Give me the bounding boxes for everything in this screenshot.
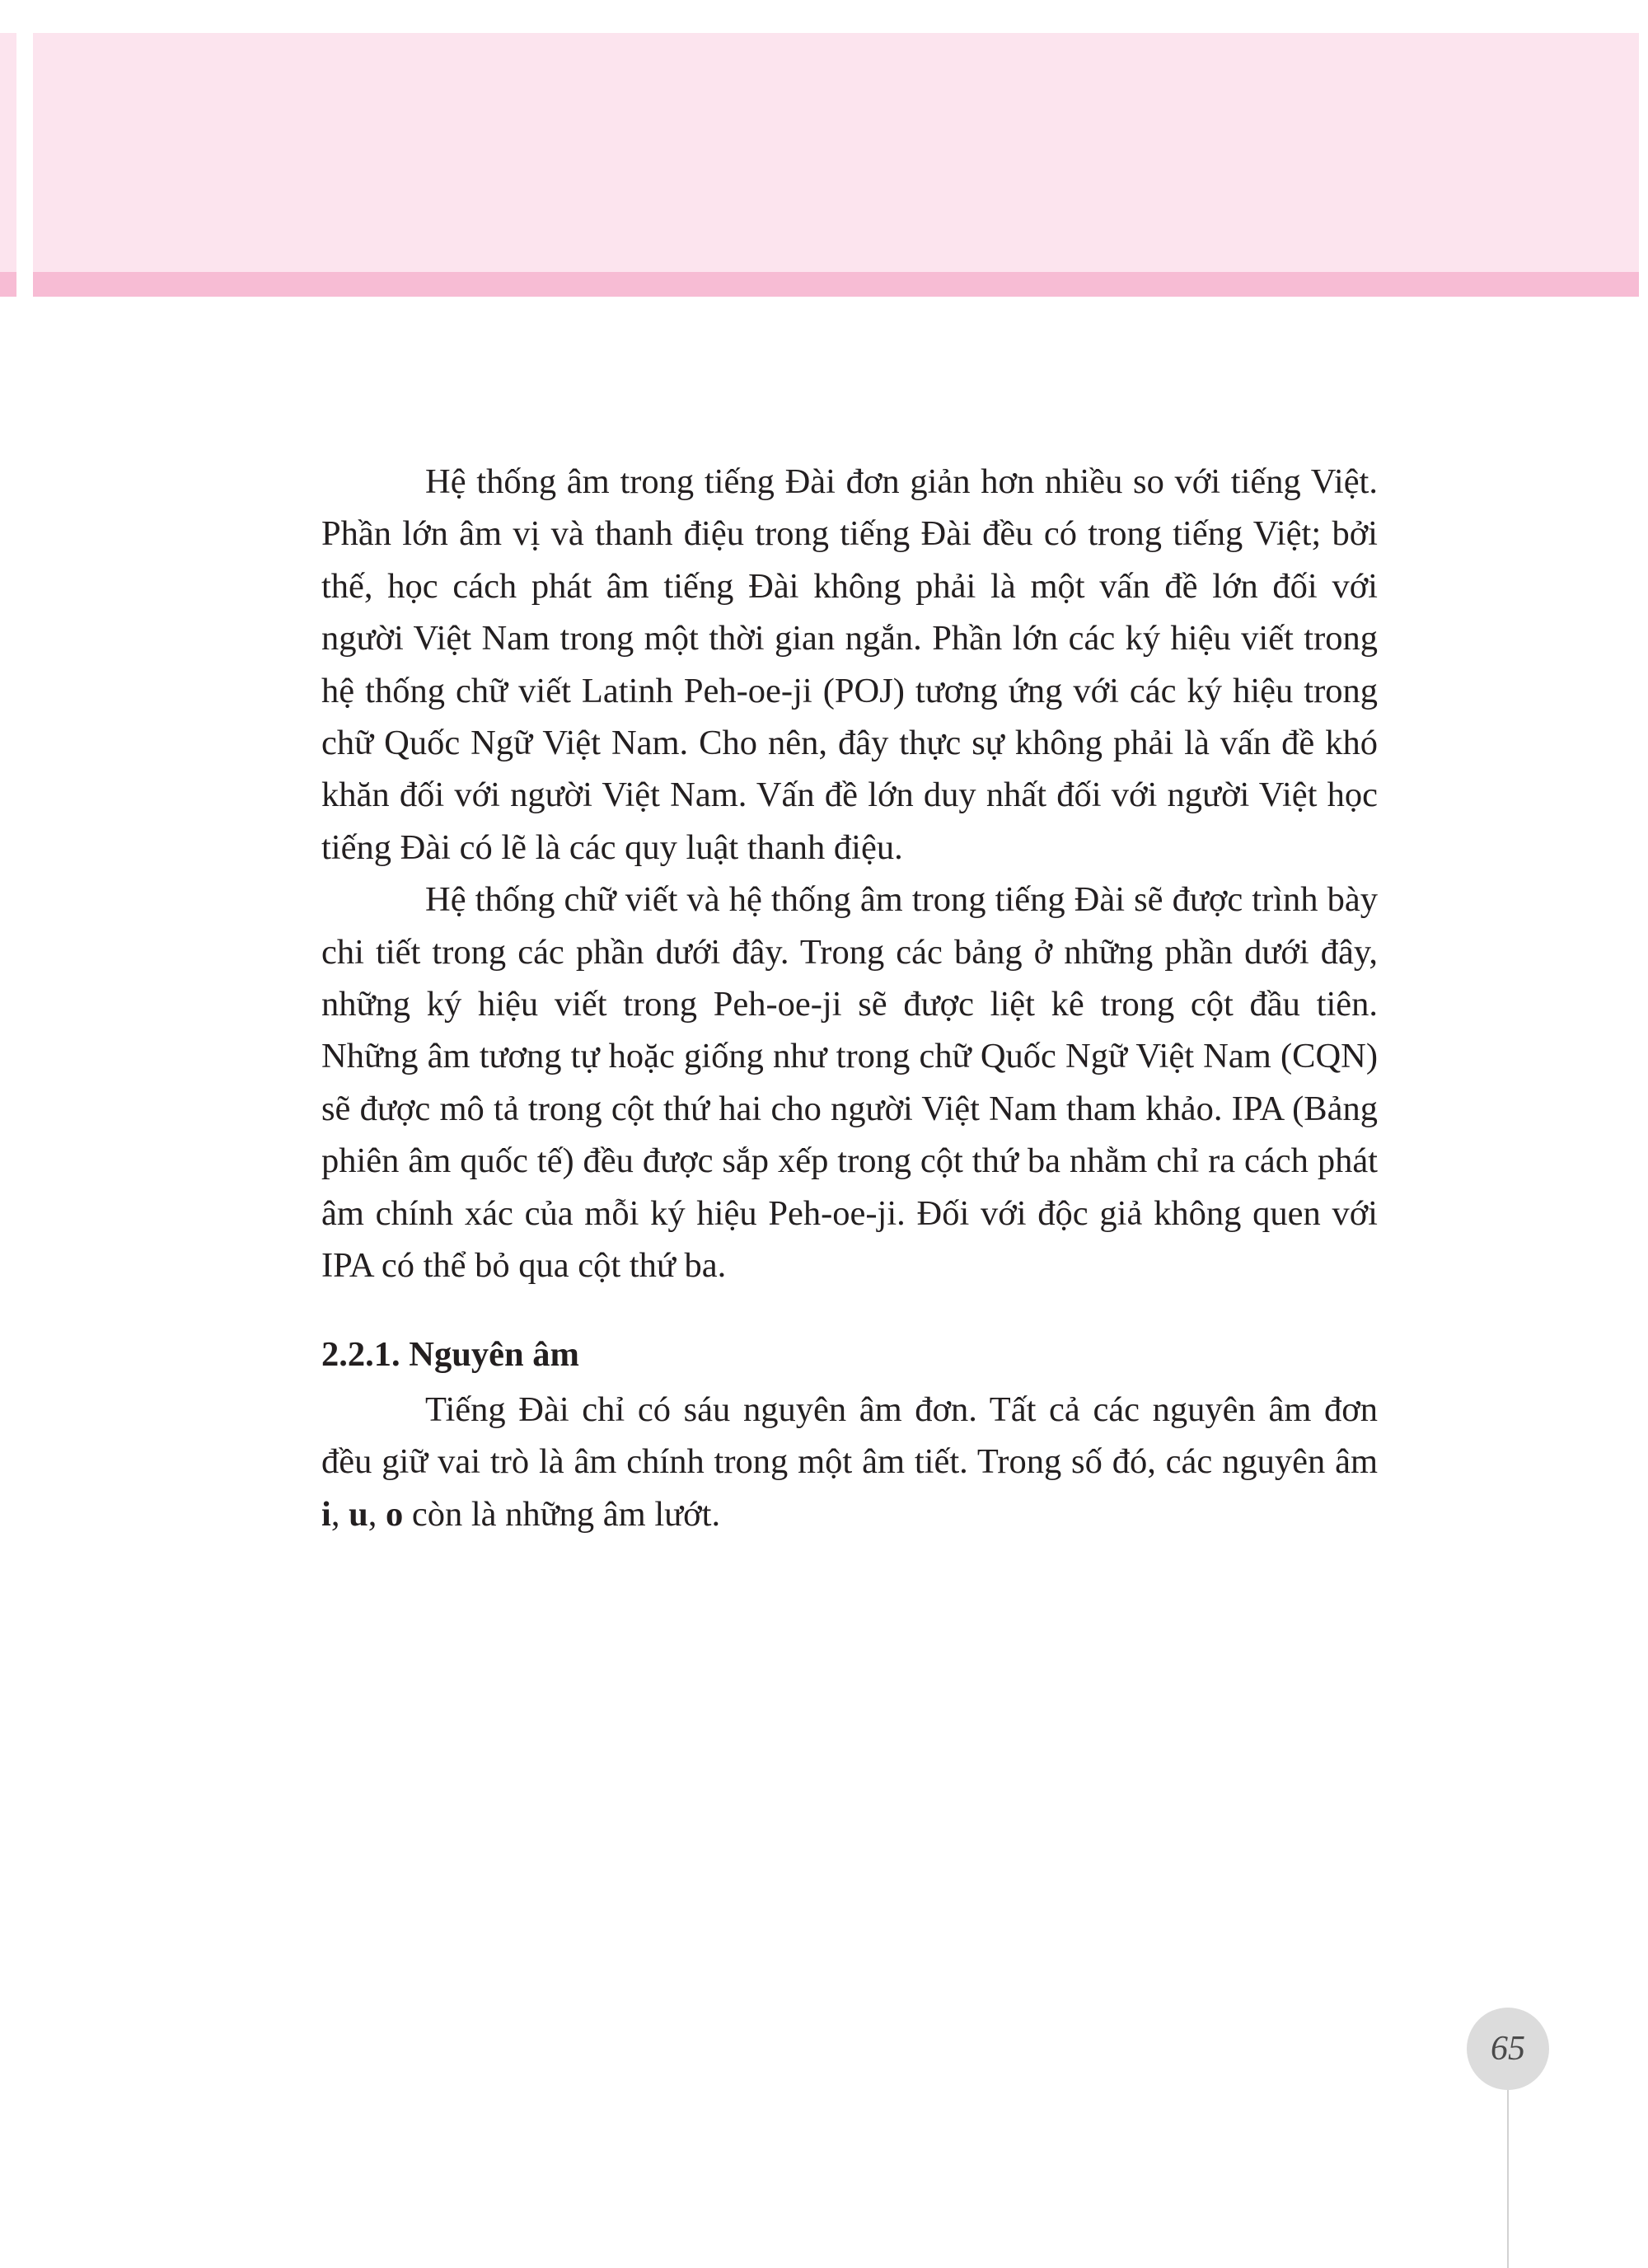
paragraph-vowels [321, 1384, 1378, 1540]
section-heading-vowels: 2.2.1. Nguyên âm [321, 1334, 579, 1374]
left-edge-header-strip [0, 33, 16, 272]
vowels-text-after: còn là những âm lướt. [403, 1494, 721, 1534]
page-number: 65 [1491, 2030, 1525, 2068]
vowel-i: i [321, 1494, 331, 1534]
page-header-panel [33, 33, 1639, 272]
left-edge-header-band [0, 272, 16, 297]
page-number-rule [1507, 2090, 1509, 2268]
vowels-text-before: Tiếng Đài chỉ có sáu nguyên âm đơn. Tất cả các nguyên âm đơn đều giữ vai trò là âm chính trong một âm tiết. Trong số đó, các nguyên âm [321, 1389, 1378, 1482]
paragraph-sound-system-intro: Hệ thống âm trong tiếng Đài đơn giản hơn nhiều so với tiếng Việt. Phần lớn âm vị và thanh điệu trong tiếng Đài đều có trong tiếng Việt; bởi thế, học cách phát âm tiếng Đài không phải là một vấn đề lớn đối với người Việt Nam trong một thời gian ngắn. Phần lớn các ký hiệu viết trong hệ thống chữ viết Latinh Peh-oe-ji (POJ) tương ứng với các ký hiệu trong chữ Quốc Ngữ Việt Nam. Cho nên, đây thực sự không phải là vấn đề khó khăn đối với người Việt Nam. Vấn đề lớn duy nhất đối với người Việt học tiếng Đài có lẽ là các quy luật thanh điệu. [321, 462, 1378, 867]
page-number-badge [1467, 2008, 1549, 2090]
vowel-separator: , [368, 1494, 386, 1534]
vowel-u: u [349, 1494, 368, 1534]
page-body [321, 456, 1378, 1540]
paragraph-table-explanation: Hệ thống chữ viết và hệ thống âm trong tiếng Đài sẽ được trình bày chi tiết trong các phần dưới đây. Trong các bảng ở những phần dưới đây, những ký hiệu viết trong Peh-oe-ji sẽ được liệt kê trong cột đầu tiên. Những âm tương tự hoặc giống như trong chữ Quốc Ngữ Việt Nam (CQN) sẽ được mô tả trong cột thứ hai cho người Việt Nam tham khảo. IPA (Bảng phiên âm quốc tế) đều được sắp xếp trong cột thứ ba nhằm chỉ ra cách phát âm chính xác của mỗi ký hiệu Peh-oe-ji. Đối với độc giả không quen với IPA có thể bỏ qua cột thứ ba. [321, 880, 1378, 1286]
vowel-separator: , [330, 1494, 349, 1534]
page-header-band [33, 272, 1639, 297]
vowel-o: o [385, 1494, 404, 1534]
